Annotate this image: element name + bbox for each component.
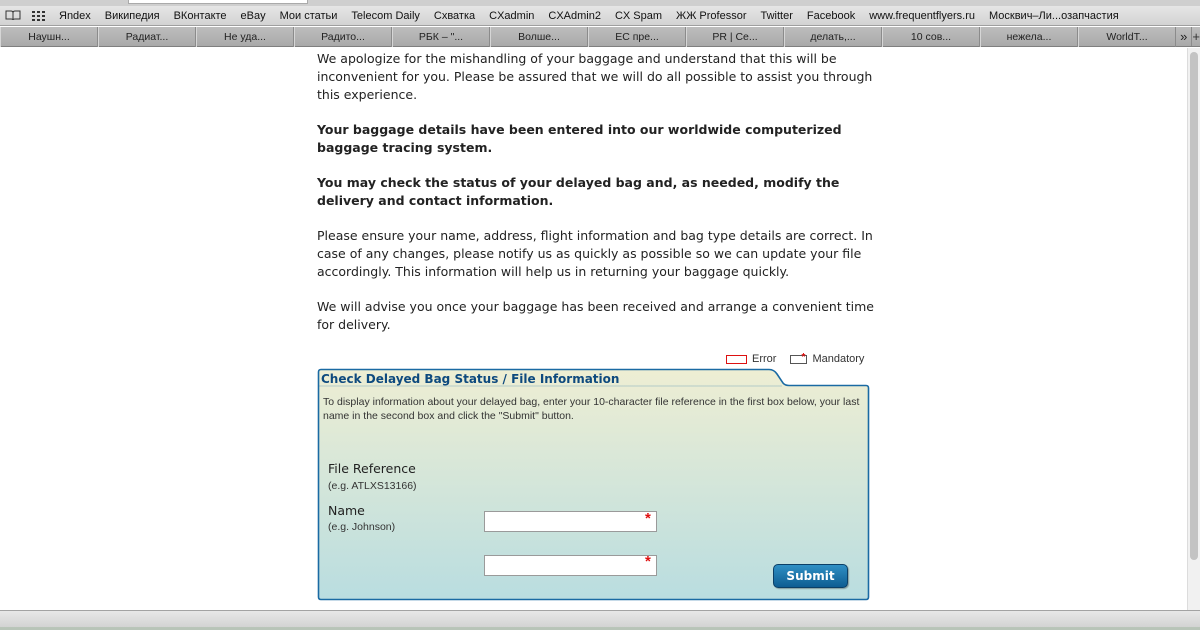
- bookmark-item[interactable]: ЖЖ Professor: [676, 9, 747, 22]
- file-reference-input[interactable]: [484, 511, 657, 532]
- tab-label: ЕС пре...: [615, 31, 659, 43]
- bookmark-item[interactable]: Яndex: [59, 9, 91, 22]
- address-bar-edge[interactable]: [128, 0, 308, 4]
- intro-text: [317, 50, 877, 352]
- scrollbar-thumb[interactable]: [1190, 52, 1198, 560]
- bookmark-item[interactable]: CXAdmin2: [548, 9, 601, 22]
- bookmark-item[interactable]: ВКонтакте: [173, 9, 227, 22]
- browser-tab[interactable]: [784, 27, 882, 47]
- panel-title: Check Delayed Bag Status / File Information: [321, 372, 620, 386]
- tab-label: Наушн...: [28, 31, 70, 43]
- top-sites-grid-icon[interactable]: [26, 6, 52, 26]
- browser-tab[interactable]: [392, 27, 490, 47]
- new-tab-button[interactable]: +: [1192, 29, 1200, 44]
- notice-paragraph: We apologize for the mishandling of your baggage and understand that this will be inconvenient for you. Please be assured that we will do all possible to assist you through this experience.: [317, 51, 873, 102]
- browser-tab[interactable]: [490, 27, 588, 47]
- page-content: [0, 48, 1187, 610]
- tab-label: Радиат...: [125, 31, 169, 43]
- legend-error-label: Error: [752, 353, 777, 365]
- file-reference-hint: (e.g. ATLXS13166): [328, 480, 417, 492]
- name-label: Name: [328, 503, 365, 518]
- browser-tab[interactable]: [294, 27, 392, 47]
- tab-label: PR | Се...: [712, 31, 758, 43]
- reading-list-icon[interactable]: [0, 6, 26, 26]
- bookmark-item[interactable]: www.frequentflyers.ru: [869, 9, 975, 22]
- tab-bar: [0, 27, 1200, 47]
- file-reference-label: File Reference: [328, 461, 416, 476]
- bookmark-item[interactable]: Мои статьи: [279, 9, 338, 22]
- notice-paragraph-bold: You may check the status of your delayed bag and, as needed, modify the delivery and contact information.: [317, 175, 840, 208]
- notice-paragraph: Please ensure your name, address, flight information and bag type details are correct. In case of any changes, please notify us as quickly as possible so we can update your file accordingly. This information will help us in returning your baggage quickly.: [317, 228, 873, 279]
- browser-tab[interactable]: [588, 27, 686, 47]
- bookmark-item[interactable]: Москвич–Ли...озапчастия: [988, 9, 1119, 22]
- notice-paragraph-bold: Your baggage details have been entered into our worldwide computerized baggage tracing system.: [317, 121, 842, 155]
- browser-tab[interactable]: [980, 27, 1078, 47]
- tab-label: WorldT...: [1106, 31, 1148, 43]
- browser-tab[interactable]: [196, 27, 294, 47]
- notice-paragraph: We will advise you once your baggage has been received and arrange a convenient time for delivery.: [317, 299, 874, 333]
- field-legend: [726, 353, 864, 365]
- bookmark-item[interactable]: CXadmin: [489, 9, 535, 22]
- bookmark-item[interactable]: Схватка: [433, 9, 476, 22]
- bookmark-item[interactable]: Telecom Daily: [351, 9, 420, 22]
- bookmark-item[interactable]: Википедия: [104, 9, 160, 22]
- error-indicator-icon: [726, 355, 747, 364]
- bookmarks-bar: [0, 6, 1200, 26]
- bookmark-item[interactable]: CX Spam: [614, 9, 663, 22]
- tab-label: делать,...: [810, 31, 856, 43]
- browser-tab[interactable]: [0, 27, 98, 47]
- name-hint: (e.g. Johnson): [328, 521, 396, 533]
- tab-label: Не уда...: [224, 31, 266, 43]
- status-bar: [0, 610, 1200, 630]
- required-asterisk: *: [645, 553, 651, 570]
- tab-label: Радито...: [321, 31, 365, 43]
- browser-tab[interactable]: [686, 27, 784, 47]
- panel-description: To display information about your delayed bag, enter your 10-character file reference in the first box below, your last name in the second box and click the "Submit" button.: [323, 396, 860, 422]
- bookmark-item[interactable]: Facebook: [806, 9, 856, 22]
- browser-tab[interactable]: [882, 27, 980, 47]
- legend-mandatory-label: Mandatory: [812, 353, 865, 365]
- tabs-overflow-button[interactable]: »: [1176, 27, 1192, 46]
- tab-label: 10 сов...: [910, 31, 952, 43]
- tab-label: Волше...: [518, 31, 560, 43]
- tab-label: РБК – "...: [418, 31, 464, 43]
- mandatory-indicator-icon: [790, 355, 807, 364]
- submit-button[interactable]: Submit: [773, 564, 848, 588]
- vertical-scrollbar[interactable]: [1187, 48, 1200, 610]
- required-asterisk: *: [645, 510, 651, 527]
- tab-label: нежела...: [1006, 31, 1052, 43]
- browser-tab[interactable]: [98, 27, 196, 47]
- browser-tab[interactable]: [1078, 27, 1176, 47]
- bookmark-item[interactable]: Twitter: [760, 9, 793, 22]
- delayed-bag-status-panel: [317, 368, 870, 601]
- name-input[interactable]: [484, 555, 657, 576]
- bookmark-item[interactable]: eBay: [240, 9, 266, 22]
